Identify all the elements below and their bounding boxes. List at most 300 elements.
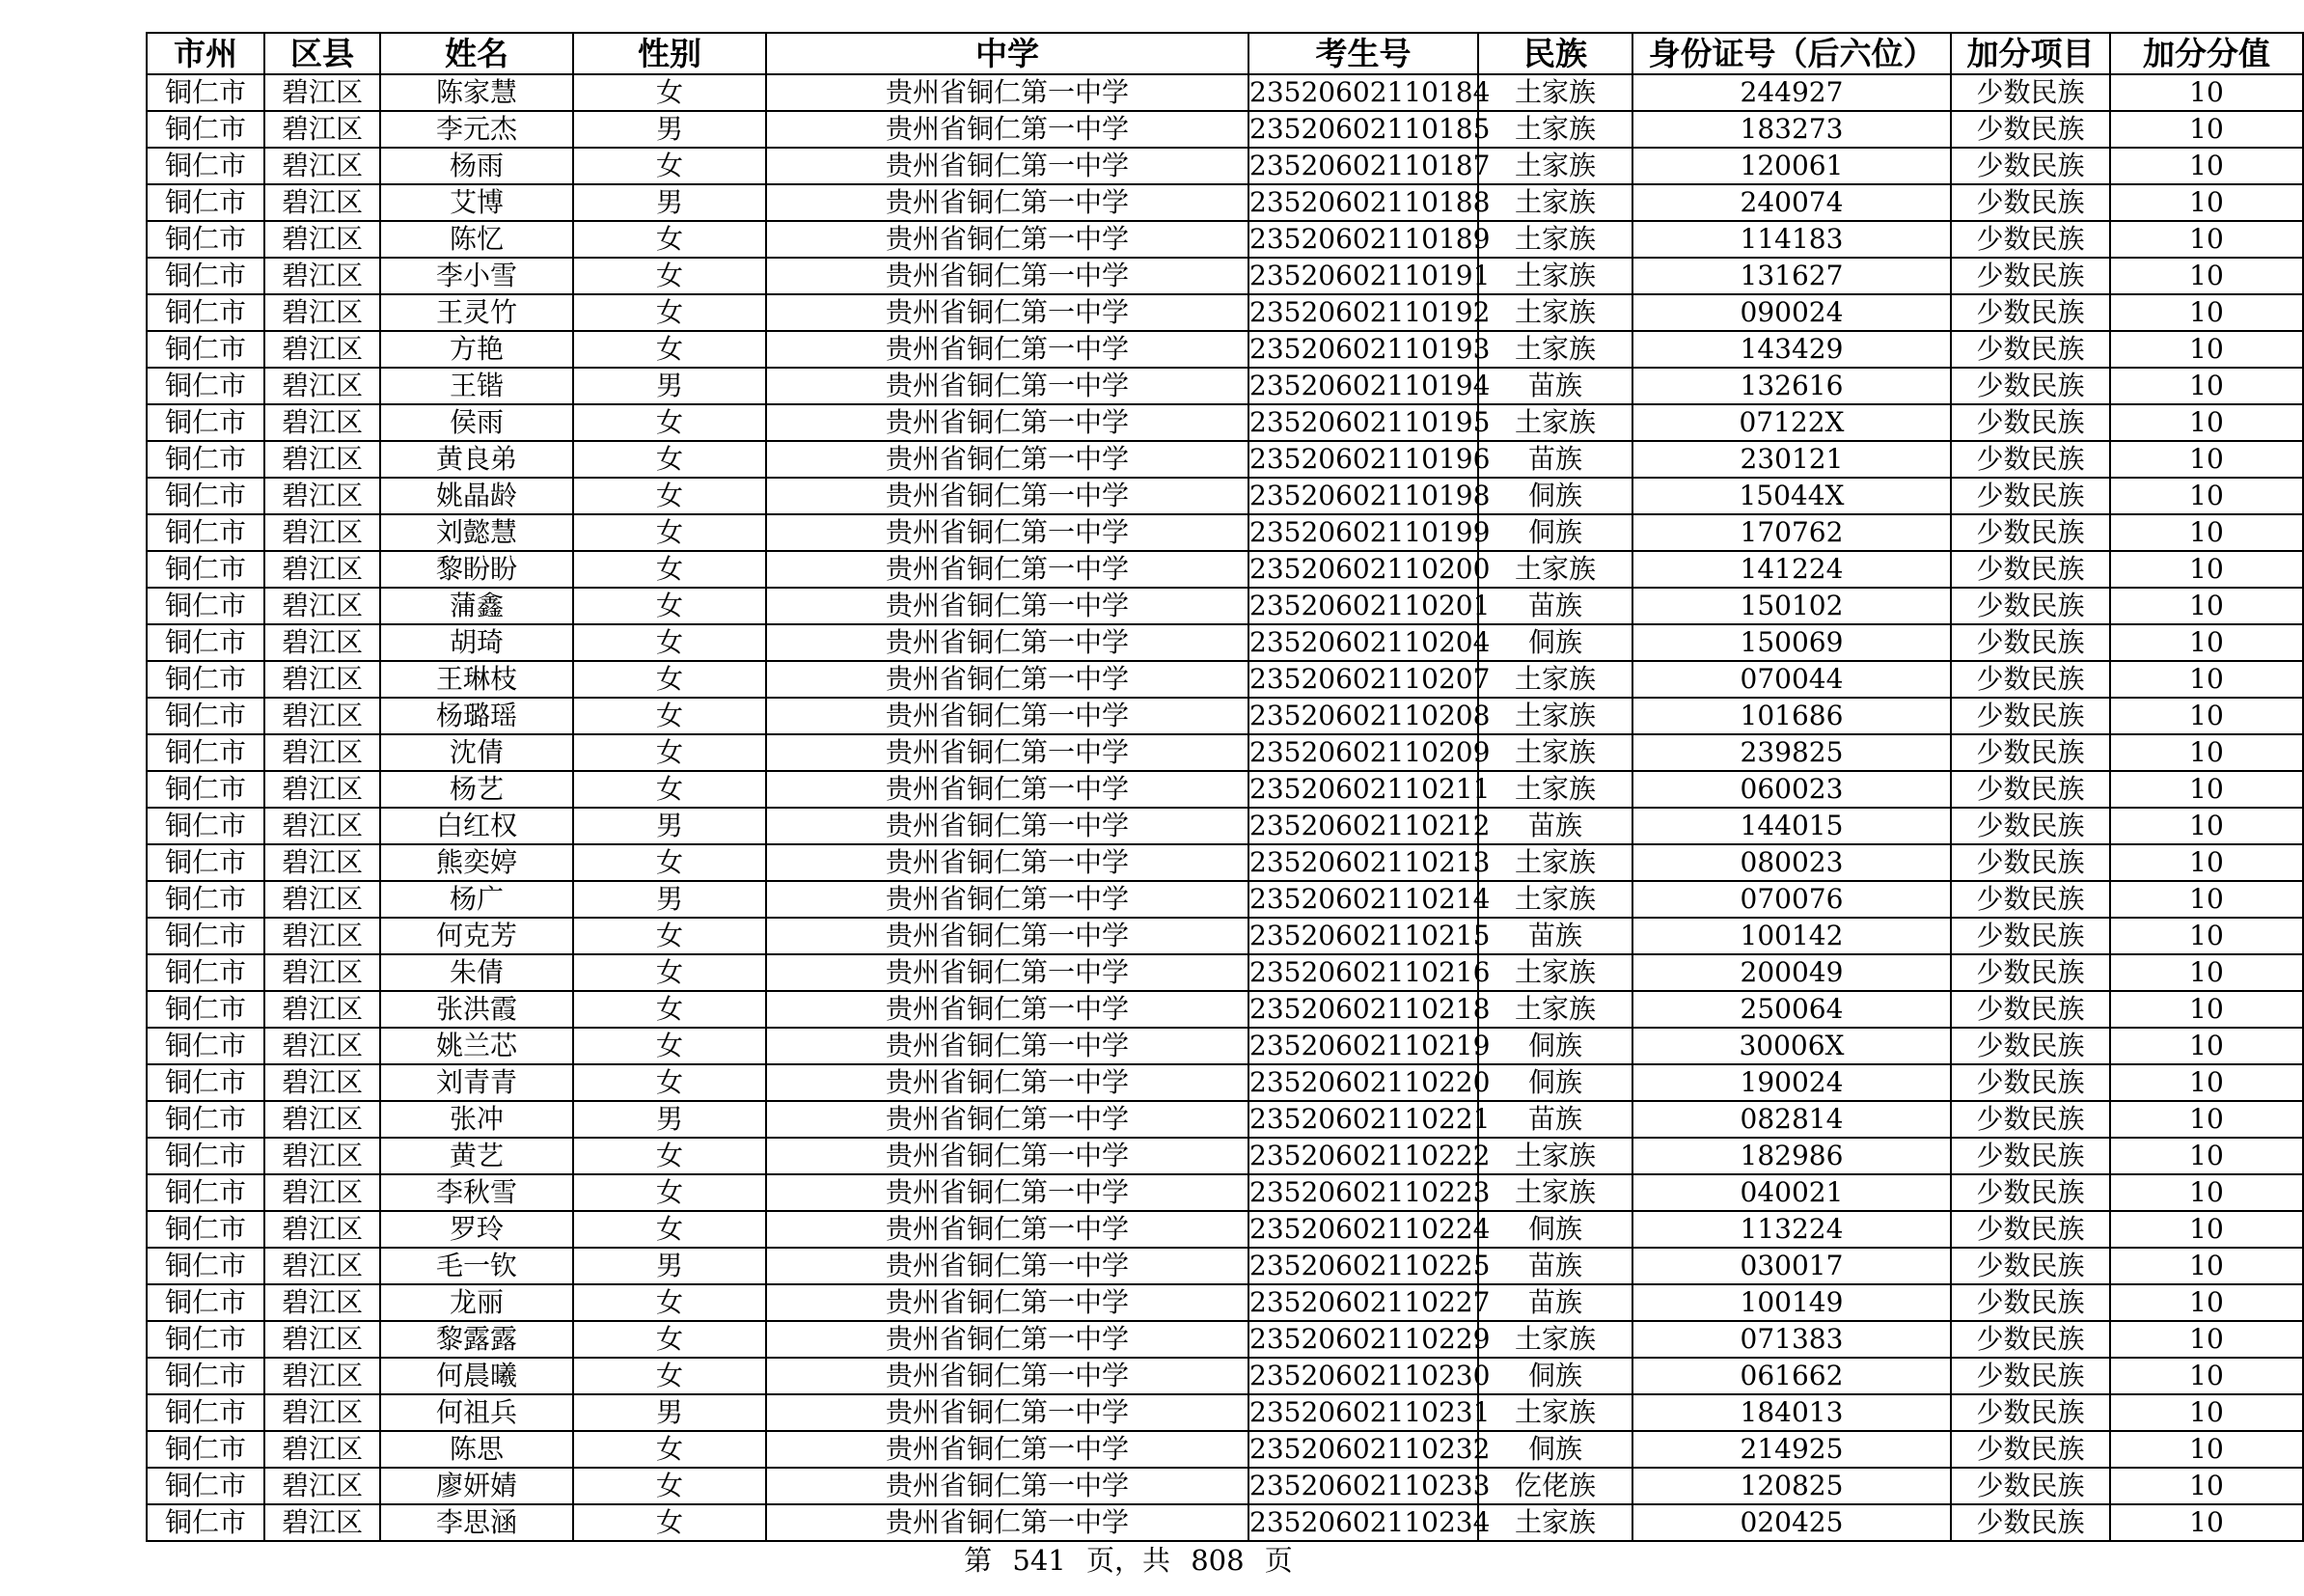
cell-id-suffix: 183273 xyxy=(1632,111,1951,148)
cell-name: 黎露露 xyxy=(380,1321,573,1358)
cell-ethnicity: 土家族 xyxy=(1478,404,1632,441)
cell-city: 铜仁市 xyxy=(147,771,264,808)
cell-bonus-item: 少数民族 xyxy=(1951,954,2110,991)
cell-id-suffix: 131627 xyxy=(1632,258,1951,294)
cell-school: 贵州省铜仁第一中学 xyxy=(766,1468,1248,1504)
cell-bonus-value: 10 xyxy=(2110,1138,2303,1174)
cell-district: 碧江区 xyxy=(264,184,380,221)
cell-bonus-item: 少数民族 xyxy=(1951,74,2110,111)
cell-ethnicity: 土家族 xyxy=(1478,1504,1632,1541)
footer-prefix: 第 xyxy=(964,1544,993,1577)
cell-bonus-value: 10 xyxy=(2110,954,2303,991)
cell-id-suffix: 214925 xyxy=(1632,1431,1951,1468)
cell-school: 贵州省铜仁第一中学 xyxy=(766,844,1248,881)
cell-bonus-value: 10 xyxy=(2110,111,2303,148)
cell-bonus-value: 10 xyxy=(2110,991,2303,1028)
cell-district: 碧江区 xyxy=(264,771,380,808)
cell-bonus-value: 10 xyxy=(2110,661,2303,698)
cell-district: 碧江区 xyxy=(264,1028,380,1064)
cell-district: 碧江区 xyxy=(264,148,380,184)
cell-district: 碧江区 xyxy=(264,1064,380,1101)
cell-gender: 女 xyxy=(573,294,766,331)
cell-id-suffix: 114183 xyxy=(1632,221,1951,258)
cell-gender: 女 xyxy=(573,1174,766,1211)
cell-school: 贵州省铜仁第一中学 xyxy=(766,734,1248,771)
cell-city: 铜仁市 xyxy=(147,478,264,514)
cell-name: 杨广 xyxy=(380,881,573,918)
cell-gender: 男 xyxy=(573,184,766,221)
cell-gender: 女 xyxy=(573,588,766,624)
cell-id-suffix: 070044 xyxy=(1632,661,1951,698)
cell-city: 铜仁市 xyxy=(147,918,264,954)
cell-bonus-value: 10 xyxy=(2110,258,2303,294)
cell-district: 碧江区 xyxy=(264,1321,380,1358)
cell-name: 朱倩 xyxy=(380,954,573,991)
cell-bonus-value: 10 xyxy=(2110,1064,2303,1101)
cell-bonus-value: 10 xyxy=(2110,514,2303,551)
cell-city: 铜仁市 xyxy=(147,1468,264,1504)
cell-ethnicity: 侗族 xyxy=(1478,514,1632,551)
cell-id-suffix: 150069 xyxy=(1632,624,1951,661)
cell-school: 贵州省铜仁第一中学 xyxy=(766,808,1248,844)
cell-bonus-item: 少数民族 xyxy=(1951,1028,2110,1064)
cell-school: 贵州省铜仁第一中学 xyxy=(766,221,1248,258)
table-row xyxy=(147,771,2303,808)
table-row xyxy=(147,294,2303,331)
cell-ethnicity: 土家族 xyxy=(1478,148,1632,184)
cell-bonus-item: 少数民族 xyxy=(1951,551,2110,588)
cell-bonus-item: 少数民族 xyxy=(1951,844,2110,881)
header-ethnicity: 民族 xyxy=(1478,33,1632,74)
cell-name: 白红权 xyxy=(380,808,573,844)
cell-id-suffix: 141224 xyxy=(1632,551,1951,588)
cell-ethnicity: 土家族 xyxy=(1478,771,1632,808)
cell-bonus-value: 10 xyxy=(2110,404,2303,441)
cell-city: 铜仁市 xyxy=(147,1321,264,1358)
cell-gender: 女 xyxy=(573,221,766,258)
cell-district: 碧江区 xyxy=(264,1284,380,1321)
cell-school: 贵州省铜仁第一中学 xyxy=(766,1358,1248,1394)
cell-bonus-item: 少数民族 xyxy=(1951,1138,2110,1174)
cell-ethnicity: 侗族 xyxy=(1478,624,1632,661)
cell-name: 姚兰芯 xyxy=(380,1028,573,1064)
cell-exam-number: 23520602110208 xyxy=(1248,698,1478,734)
cell-gender: 女 xyxy=(573,551,766,588)
cell-gender: 女 xyxy=(573,1138,766,1174)
cell-school: 贵州省铜仁第一中学 xyxy=(766,331,1248,368)
cell-id-suffix: 020425 xyxy=(1632,1504,1951,1541)
cell-gender: 男 xyxy=(573,111,766,148)
cell-ethnicity: 苗族 xyxy=(1478,808,1632,844)
cell-school: 贵州省铜仁第一中学 xyxy=(766,918,1248,954)
table-row xyxy=(147,74,2303,111)
cell-exam-number: 23520602110185 xyxy=(1248,111,1478,148)
cell-ethnicity: 土家族 xyxy=(1478,954,1632,991)
cell-bonus-item: 少数民族 xyxy=(1951,514,2110,551)
cell-gender: 女 xyxy=(573,1321,766,1358)
cell-exam-number: 23520602110192 xyxy=(1248,294,1478,331)
cell-name: 何祖兵 xyxy=(380,1394,573,1431)
cell-gender: 男 xyxy=(573,881,766,918)
cell-bonus-item: 少数民族 xyxy=(1951,698,2110,734)
table-header-row xyxy=(147,33,2303,74)
cell-city: 铜仁市 xyxy=(147,954,264,991)
cell-city: 铜仁市 xyxy=(147,661,264,698)
cell-bonus-value: 10 xyxy=(2110,698,2303,734)
table-row xyxy=(147,258,2303,294)
cell-exam-number: 23520602110230 xyxy=(1248,1358,1478,1394)
cell-bonus-item: 少数民族 xyxy=(1951,404,2110,441)
cell-gender: 女 xyxy=(573,954,766,991)
cell-city: 铜仁市 xyxy=(147,404,264,441)
cell-bonus-item: 少数民族 xyxy=(1951,1468,2110,1504)
cell-bonus-value: 10 xyxy=(2110,881,2303,918)
cell-gender: 女 xyxy=(573,991,766,1028)
cell-ethnicity: 土家族 xyxy=(1478,881,1632,918)
cell-school: 贵州省铜仁第一中学 xyxy=(766,588,1248,624)
cell-exam-number: 23520602110222 xyxy=(1248,1138,1478,1174)
cell-id-suffix: 15044X xyxy=(1632,478,1951,514)
cell-gender: 女 xyxy=(573,918,766,954)
cell-gender: 女 xyxy=(573,1468,766,1504)
table-row xyxy=(147,111,2303,148)
cell-bonus-item: 少数民族 xyxy=(1951,258,2110,294)
cell-school: 贵州省铜仁第一中学 xyxy=(766,1101,1248,1138)
cell-id-suffix: 082814 xyxy=(1632,1101,1951,1138)
cell-ethnicity: 苗族 xyxy=(1478,918,1632,954)
cell-bonus-item: 少数民族 xyxy=(1951,441,2110,478)
cell-ethnicity: 土家族 xyxy=(1478,331,1632,368)
cell-gender: 女 xyxy=(573,404,766,441)
cell-id-suffix: 250064 xyxy=(1632,991,1951,1028)
cell-name: 毛一钦 xyxy=(380,1248,573,1284)
cell-gender: 女 xyxy=(573,734,766,771)
header-gender: 性别 xyxy=(573,33,766,74)
cell-bonus-item: 少数民族 xyxy=(1951,111,2110,148)
cell-bonus-item: 少数民族 xyxy=(1951,881,2110,918)
cell-id-suffix: 040021 xyxy=(1632,1174,1951,1211)
cell-bonus-value: 10 xyxy=(2110,1284,2303,1321)
cell-district: 碧江区 xyxy=(264,954,380,991)
cell-id-suffix: 100142 xyxy=(1632,918,1951,954)
cell-bonus-item: 少数民族 xyxy=(1951,1101,2110,1138)
cell-bonus-value: 10 xyxy=(2110,1211,2303,1248)
cell-ethnicity: 仡佬族 xyxy=(1478,1468,1632,1504)
cell-id-suffix: 100149 xyxy=(1632,1284,1951,1321)
cell-exam-number: 23520602110223 xyxy=(1248,1174,1478,1211)
cell-id-suffix: 230121 xyxy=(1632,441,1951,478)
table-row xyxy=(147,1321,2303,1358)
cell-bonus-item: 少数民族 xyxy=(1951,918,2110,954)
cell-gender: 女 xyxy=(573,74,766,111)
cell-ethnicity: 土家族 xyxy=(1478,1321,1632,1358)
cell-school: 贵州省铜仁第一中学 xyxy=(766,184,1248,221)
cell-gender: 女 xyxy=(573,148,766,184)
cell-exam-number: 23520602110191 xyxy=(1248,258,1478,294)
cell-bonus-item: 少数民族 xyxy=(1951,1174,2110,1211)
cell-city: 铜仁市 xyxy=(147,1431,264,1468)
cell-school: 贵州省铜仁第一中学 xyxy=(766,368,1248,404)
cell-bonus-value: 10 xyxy=(2110,221,2303,258)
cell-id-suffix: 200049 xyxy=(1632,954,1951,991)
cell-bonus-value: 10 xyxy=(2110,1101,2303,1138)
table-row xyxy=(147,1504,2303,1541)
table-row xyxy=(147,148,2303,184)
cell-name: 王琳枝 xyxy=(380,661,573,698)
cell-exam-number: 23520602110233 xyxy=(1248,1468,1478,1504)
cell-name: 刘青青 xyxy=(380,1064,573,1101)
cell-bonus-item: 少数民族 xyxy=(1951,478,2110,514)
cell-name: 蒲鑫 xyxy=(380,588,573,624)
cell-exam-number: 23520602110184 xyxy=(1248,74,1478,111)
cell-ethnicity: 苗族 xyxy=(1478,1284,1632,1321)
cell-gender: 男 xyxy=(573,1394,766,1431)
cell-bonus-item: 少数民族 xyxy=(1951,368,2110,404)
table-row xyxy=(147,991,2303,1028)
table-row xyxy=(147,661,2303,698)
cell-id-suffix: 120061 xyxy=(1632,148,1951,184)
cell-gender: 女 xyxy=(573,1028,766,1064)
table-row xyxy=(147,1028,2303,1064)
cell-gender: 女 xyxy=(573,1504,766,1541)
cell-ethnicity: 土家族 xyxy=(1478,991,1632,1028)
cell-ethnicity: 土家族 xyxy=(1478,661,1632,698)
cell-district: 碧江区 xyxy=(264,698,380,734)
cell-name: 杨雨 xyxy=(380,148,573,184)
cell-school: 贵州省铜仁第一中学 xyxy=(766,111,1248,148)
cell-name: 张冲 xyxy=(380,1101,573,1138)
cell-exam-number: 23520602110232 xyxy=(1248,1431,1478,1468)
cell-exam-number: 23520602110219 xyxy=(1248,1028,1478,1064)
cell-school: 贵州省铜仁第一中学 xyxy=(766,1211,1248,1248)
cell-gender: 女 xyxy=(573,1358,766,1394)
cell-city: 铜仁市 xyxy=(147,1394,264,1431)
cell-exam-number: 23520602110204 xyxy=(1248,624,1478,661)
cell-ethnicity: 土家族 xyxy=(1478,698,1632,734)
cell-district: 碧江区 xyxy=(264,844,380,881)
cell-name: 侯雨 xyxy=(380,404,573,441)
cell-bonus-value: 10 xyxy=(2110,1468,2303,1504)
cell-bonus-item: 少数民族 xyxy=(1951,1064,2110,1101)
cell-ethnicity: 土家族 xyxy=(1478,844,1632,881)
cell-bonus-value: 10 xyxy=(2110,844,2303,881)
cell-city: 铜仁市 xyxy=(147,1101,264,1138)
table-row xyxy=(147,1248,2303,1284)
table-row xyxy=(147,808,2303,844)
cell-school: 贵州省铜仁第一中学 xyxy=(766,1028,1248,1064)
cell-district: 碧江区 xyxy=(264,1101,380,1138)
cell-id-suffix: 030017 xyxy=(1632,1248,1951,1284)
cell-name: 张洪霞 xyxy=(380,991,573,1028)
cell-name: 刘懿慧 xyxy=(380,514,573,551)
cell-bonus-item: 少数民族 xyxy=(1951,991,2110,1028)
cell-district: 碧江区 xyxy=(264,404,380,441)
score-bonus-table xyxy=(146,32,2304,1542)
cell-id-suffix: 071383 xyxy=(1632,1321,1951,1358)
footer-page-number: 541 xyxy=(1012,1544,1066,1577)
header-id-suffix: 身份证号（后六位） xyxy=(1632,33,1951,74)
cell-school: 贵州省铜仁第一中学 xyxy=(766,771,1248,808)
cell-ethnicity: 侗族 xyxy=(1478,1028,1632,1064)
cell-city: 铜仁市 xyxy=(147,514,264,551)
cell-gender: 女 xyxy=(573,624,766,661)
cell-bonus-item: 少数民族 xyxy=(1951,624,2110,661)
table-row xyxy=(147,1211,2303,1248)
cell-name: 何克芳 xyxy=(380,918,573,954)
cell-school: 贵州省铜仁第一中学 xyxy=(766,1174,1248,1211)
table-row xyxy=(147,698,2303,734)
cell-exam-number: 23520602110231 xyxy=(1248,1394,1478,1431)
cell-name: 廖妍婧 xyxy=(380,1468,573,1504)
table-row xyxy=(147,918,2303,954)
cell-ethnicity: 土家族 xyxy=(1478,221,1632,258)
table-row xyxy=(147,1174,2303,1211)
cell-ethnicity: 土家族 xyxy=(1478,1138,1632,1174)
cell-bonus-value: 10 xyxy=(2110,74,2303,111)
cell-school: 贵州省铜仁第一中学 xyxy=(766,1321,1248,1358)
cell-city: 铜仁市 xyxy=(147,551,264,588)
cell-ethnicity: 侗族 xyxy=(1478,1358,1632,1394)
table-row xyxy=(147,1358,2303,1394)
cell-city: 铜仁市 xyxy=(147,258,264,294)
cell-school: 贵州省铜仁第一中学 xyxy=(766,478,1248,514)
table-body xyxy=(147,74,2303,1541)
cell-bonus-value: 10 xyxy=(2110,588,2303,624)
cell-gender: 女 xyxy=(573,1211,766,1248)
cell-name: 李小雪 xyxy=(380,258,573,294)
cell-ethnicity: 侗族 xyxy=(1478,1064,1632,1101)
table-row xyxy=(147,734,2303,771)
cell-bonus-value: 10 xyxy=(2110,294,2303,331)
cell-school: 贵州省铜仁第一中学 xyxy=(766,1431,1248,1468)
cell-school: 贵州省铜仁第一中学 xyxy=(766,551,1248,588)
cell-bonus-value: 10 xyxy=(2110,1394,2303,1431)
cell-ethnicity: 土家族 xyxy=(1478,258,1632,294)
cell-name: 沈倩 xyxy=(380,734,573,771)
cell-bonus-item: 少数民族 xyxy=(1951,221,2110,258)
cell-id-suffix: 132616 xyxy=(1632,368,1951,404)
table-row xyxy=(147,551,2303,588)
cell-city: 铜仁市 xyxy=(147,148,264,184)
cell-school: 贵州省铜仁第一中学 xyxy=(766,954,1248,991)
cell-bonus-item: 少数民族 xyxy=(1951,184,2110,221)
cell-school: 贵州省铜仁第一中学 xyxy=(766,148,1248,184)
cell-id-suffix: 113224 xyxy=(1632,1211,1951,1248)
cell-district: 碧江区 xyxy=(264,1504,380,1541)
cell-bonus-item: 少数民族 xyxy=(1951,1321,2110,1358)
cell-gender: 女 xyxy=(573,441,766,478)
table-row xyxy=(147,404,2303,441)
cell-district: 碧江区 xyxy=(264,991,380,1028)
cell-city: 铜仁市 xyxy=(147,1028,264,1064)
cell-exam-number: 23520602110216 xyxy=(1248,954,1478,991)
cell-name: 艾博 xyxy=(380,184,573,221)
cell-exam-number: 23520602110201 xyxy=(1248,588,1478,624)
cell-bonus-value: 10 xyxy=(2110,184,2303,221)
cell-district: 碧江区 xyxy=(264,588,380,624)
table-row xyxy=(147,478,2303,514)
cell-ethnicity: 土家族 xyxy=(1478,111,1632,148)
cell-exam-number: 23520602110218 xyxy=(1248,991,1478,1028)
cell-exam-number: 23520602110199 xyxy=(1248,514,1478,551)
cell-district: 碧江区 xyxy=(264,1468,380,1504)
table-row xyxy=(147,1468,2303,1504)
cell-gender: 女 xyxy=(573,1431,766,1468)
table-row xyxy=(147,1101,2303,1138)
cell-id-suffix: 182986 xyxy=(1632,1138,1951,1174)
cell-name: 罗玲 xyxy=(380,1211,573,1248)
cell-bonus-item: 少数民族 xyxy=(1951,1358,2110,1394)
cell-bonus-value: 10 xyxy=(2110,148,2303,184)
cell-ethnicity: 苗族 xyxy=(1478,1101,1632,1138)
cell-district: 碧江区 xyxy=(264,1174,380,1211)
cell-school: 贵州省铜仁第一中学 xyxy=(766,1394,1248,1431)
cell-gender: 女 xyxy=(573,331,766,368)
cell-name: 方艳 xyxy=(380,331,573,368)
table-row xyxy=(147,221,2303,258)
cell-exam-number: 23520602110209 xyxy=(1248,734,1478,771)
cell-name: 陈家慧 xyxy=(380,74,573,111)
cell-district: 碧江区 xyxy=(264,734,380,771)
cell-name: 陈忆 xyxy=(380,221,573,258)
cell-ethnicity: 土家族 xyxy=(1478,74,1632,111)
cell-city: 铜仁市 xyxy=(147,221,264,258)
cell-district: 碧江区 xyxy=(264,368,380,404)
cell-ethnicity: 土家族 xyxy=(1478,734,1632,771)
table-row xyxy=(147,624,2303,661)
footer-total-pages: 808 xyxy=(1191,1544,1245,1577)
cell-city: 铜仁市 xyxy=(147,588,264,624)
cell-city: 铜仁市 xyxy=(147,1174,264,1211)
cell-city: 铜仁市 xyxy=(147,881,264,918)
cell-gender: 女 xyxy=(573,478,766,514)
cell-exam-number: 23520602110189 xyxy=(1248,221,1478,258)
cell-id-suffix: 120825 xyxy=(1632,1468,1951,1504)
header-bonus-value: 加分分值 xyxy=(2110,33,2303,74)
cell-name: 王锴 xyxy=(380,368,573,404)
cell-gender: 男 xyxy=(573,808,766,844)
cell-id-suffix: 240074 xyxy=(1632,184,1951,221)
cell-city: 铜仁市 xyxy=(147,1138,264,1174)
cell-city: 铜仁市 xyxy=(147,734,264,771)
cell-ethnicity: 苗族 xyxy=(1478,1248,1632,1284)
cell-district: 碧江区 xyxy=(264,1431,380,1468)
cell-district: 碧江区 xyxy=(264,1358,380,1394)
cell-city: 铜仁市 xyxy=(147,294,264,331)
cell-city: 铜仁市 xyxy=(147,1284,264,1321)
cell-school: 贵州省铜仁第一中学 xyxy=(766,294,1248,331)
cell-bonus-value: 10 xyxy=(2110,771,2303,808)
cell-id-suffix: 101686 xyxy=(1632,698,1951,734)
cell-school: 贵州省铜仁第一中学 xyxy=(766,258,1248,294)
cell-name: 姚晶龄 xyxy=(380,478,573,514)
cell-ethnicity: 侗族 xyxy=(1478,1211,1632,1248)
cell-exam-number: 23520602110221 xyxy=(1248,1101,1478,1138)
cell-school: 贵州省铜仁第一中学 xyxy=(766,698,1248,734)
cell-exam-number: 23520602110212 xyxy=(1248,808,1478,844)
cell-city: 铜仁市 xyxy=(147,1064,264,1101)
cell-id-suffix: 239825 xyxy=(1632,734,1951,771)
table-row xyxy=(147,184,2303,221)
cell-bonus-value: 10 xyxy=(2110,1321,2303,1358)
header-city: 市州 xyxy=(147,33,264,74)
table-row xyxy=(147,1431,2303,1468)
cell-name: 龙丽 xyxy=(380,1284,573,1321)
table-row xyxy=(147,588,2303,624)
cell-district: 碧江区 xyxy=(264,624,380,661)
cell-district: 碧江区 xyxy=(264,1138,380,1174)
cell-bonus-value: 10 xyxy=(2110,478,2303,514)
